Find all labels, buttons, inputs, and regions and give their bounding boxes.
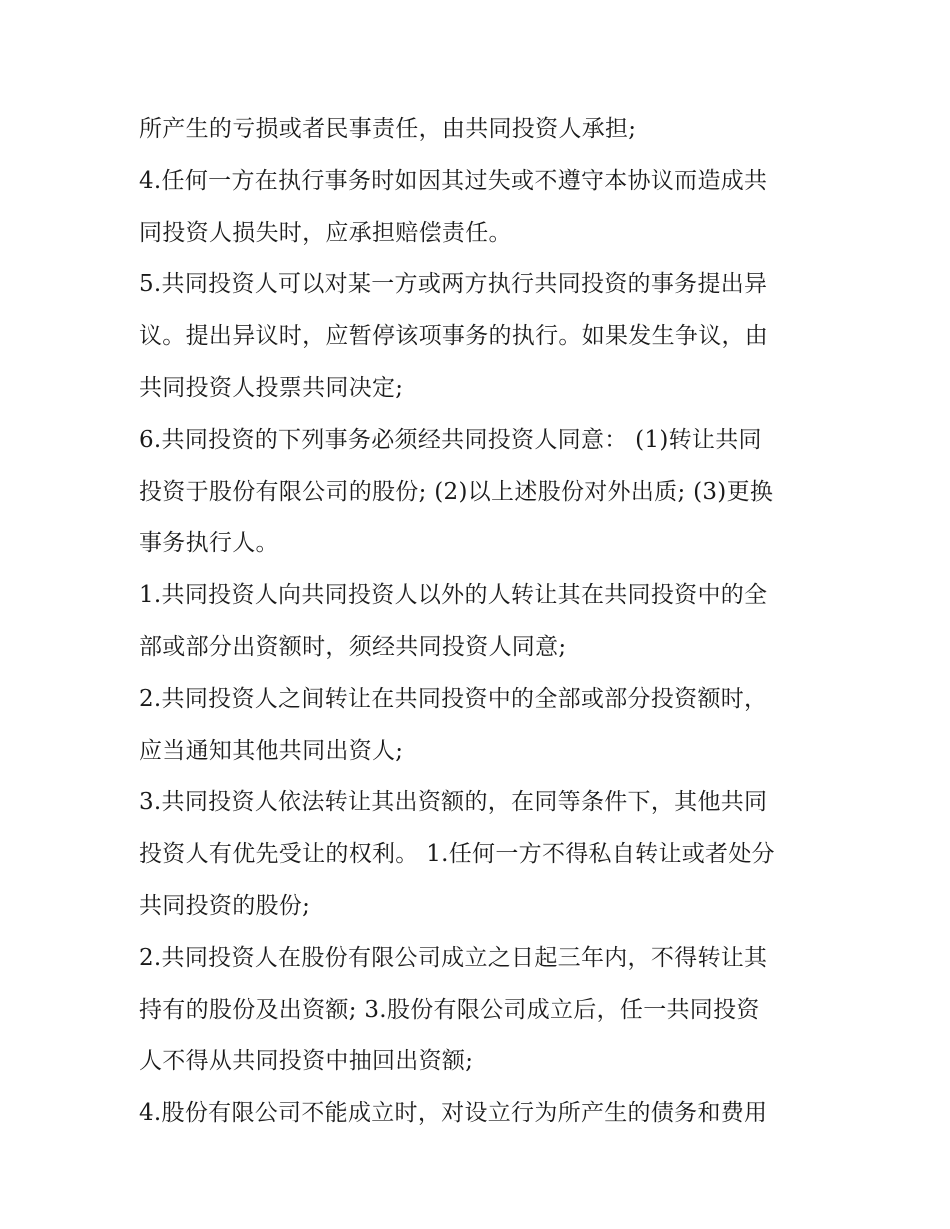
text-line: 投资于股份有限公司的股份; (2)以上述股份对外出质; (3)更换 bbox=[139, 478, 774, 505]
text-line: 6.共同投资的下列事务必须经共同投资人同意： (1)转让共同 bbox=[139, 426, 762, 453]
text-line: 所产生的亏损或者民事责任，由共同投资人承担; bbox=[139, 116, 637, 142]
document-body bbox=[139, 104, 819, 1140]
text-line: 5.共同投资人可以对某一方或两方执行共同投资的事务提出异 bbox=[139, 271, 768, 298]
text-line: 部或部分出资额时，须经共同投资人同意; bbox=[139, 633, 567, 660]
text-line: 事务执行人。 bbox=[139, 530, 279, 557]
text-line: 投资人有优先受让的权利。 1.任何一方不得私自转让或者处分 bbox=[139, 841, 775, 868]
text-line: 议。提出异议时，应暂停该项事务的执行。如果发生争议，由 bbox=[139, 323, 769, 350]
text-line: 同投资人损失时，应承担赔偿责任。 bbox=[139, 219, 512, 246]
text-line: 持有的股份及出资额; 3.股份有限公司成立后，任一共同投资 bbox=[139, 996, 760, 1023]
text-line: 应当通知其他共同出资人; bbox=[139, 737, 404, 764]
text-line: 2.共同投资人在股份有限公司成立之日起三年内，不得转让其 bbox=[139, 944, 768, 971]
text-line: 1.共同投资人向共同投资人以外的人转让其在共同投资中的全 bbox=[139, 582, 768, 609]
text-line: 4.任何一方在执行事务时如因其过失或不遵守本协议而造成共 bbox=[139, 167, 768, 194]
text-line: 2.共同投资人之间转让在共同投资中的全部或部分投资额时， bbox=[139, 685, 768, 712]
text-line: 共同投资人投票共同决定; bbox=[139, 374, 404, 401]
text-line: 3.共同投资人依法转让其出资额的，在同等条件下，其他共同 bbox=[139, 789, 768, 816]
text-line: 共同投资的股份; bbox=[139, 892, 311, 919]
text-line: 4.股份有限公司不能成立时，对设立行为所产生的债务和费用 bbox=[139, 1100, 768, 1127]
text-line: 人不得从共同投资中抽回出资额; bbox=[139, 1048, 474, 1075]
